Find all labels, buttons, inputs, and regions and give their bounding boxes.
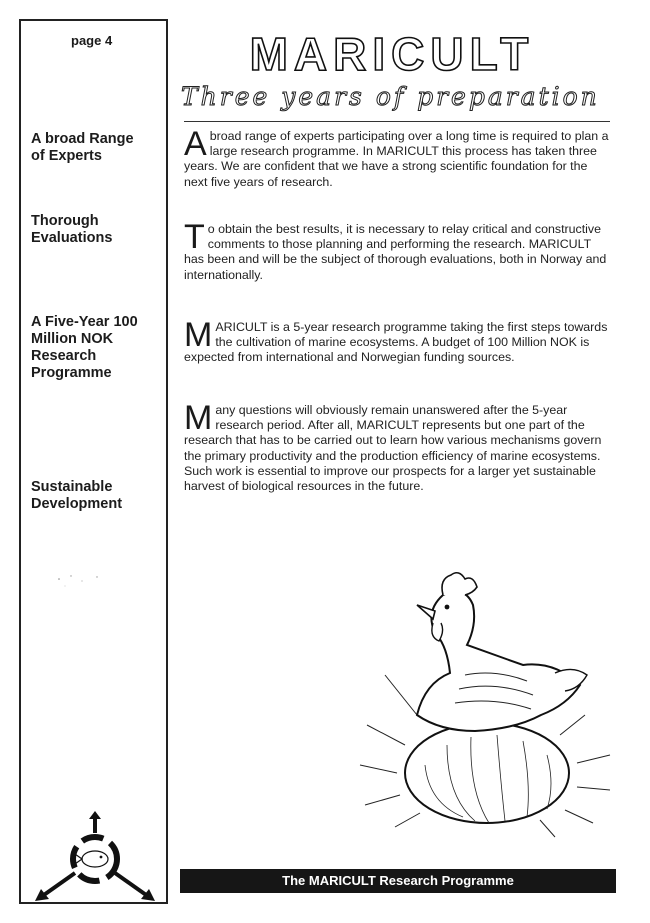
- paragraph-sustainable: Many questions will obviously remain unanswered after the 5-year research period. After all, MARICULT represents but one part of the research that has to be carried out to learn how various mechanisms govern the primary productivity and the production efficiency of marine ecosystems. Such work is essential to improve our prospects for a larger yet sustainable harvest of biological resources in the future.: [184, 399, 602, 494]
- paragraph-programme: MARICULT is a 5-year research programme taking the first steps towards the cultivation of marine ecosystems. A budget of 100 Million NOK is expected from international and Norwegian funding sources.: [184, 316, 608, 365]
- sidebar-heading-evaluations: Thorough Evaluations: [31, 213, 113, 246]
- sidebar-heading-sustainable: Sustainable Development: [31, 479, 123, 512]
- paragraph-evaluations: To obtain the best results, it is necessary to relay critical and constructive comments to those planning and performing the research. MARICULT has been and will be the subject of thorough evaluations, both in Norway and internationally.: [184, 218, 607, 282]
- drop-cap: A: [184, 125, 207, 163]
- maricult-logo-icon: [29, 811, 161, 903]
- drop-cap: M: [184, 316, 213, 354]
- sidebar-heading-experts: A broad Range of Experts: [31, 131, 134, 164]
- sidebar: [19, 19, 168, 904]
- hen-icon: [417, 573, 587, 731]
- page-number: page 4: [71, 33, 113, 48]
- footer-bar: [180, 869, 616, 893]
- divider: [184, 121, 610, 122]
- hen-on-egg-illustration: [355, 565, 615, 840]
- page-subtitle: Three years of preparation: [181, 82, 600, 111]
- paragraph-experts: Abroad range of experts participating over a long time is required to plan a large research programme. In MARICULT this process has taken three years. We are confident that we have a strong scientific foundation for the next five years of research.: [184, 125, 609, 189]
- page-title: [180, 30, 605, 76]
- drop-cap: M: [184, 399, 213, 437]
- egg-icon: [405, 723, 569, 823]
- footer-text: The MARICULT Research Programme: [282, 873, 514, 888]
- speckle-decoration: [51, 571, 111, 591]
- title-text: MARICULT: [249, 30, 535, 76]
- drop-cap: T: [184, 218, 205, 256]
- sidebar-heading-programme: A Five-Year 100 Million NOK Research Programme: [31, 314, 138, 381]
